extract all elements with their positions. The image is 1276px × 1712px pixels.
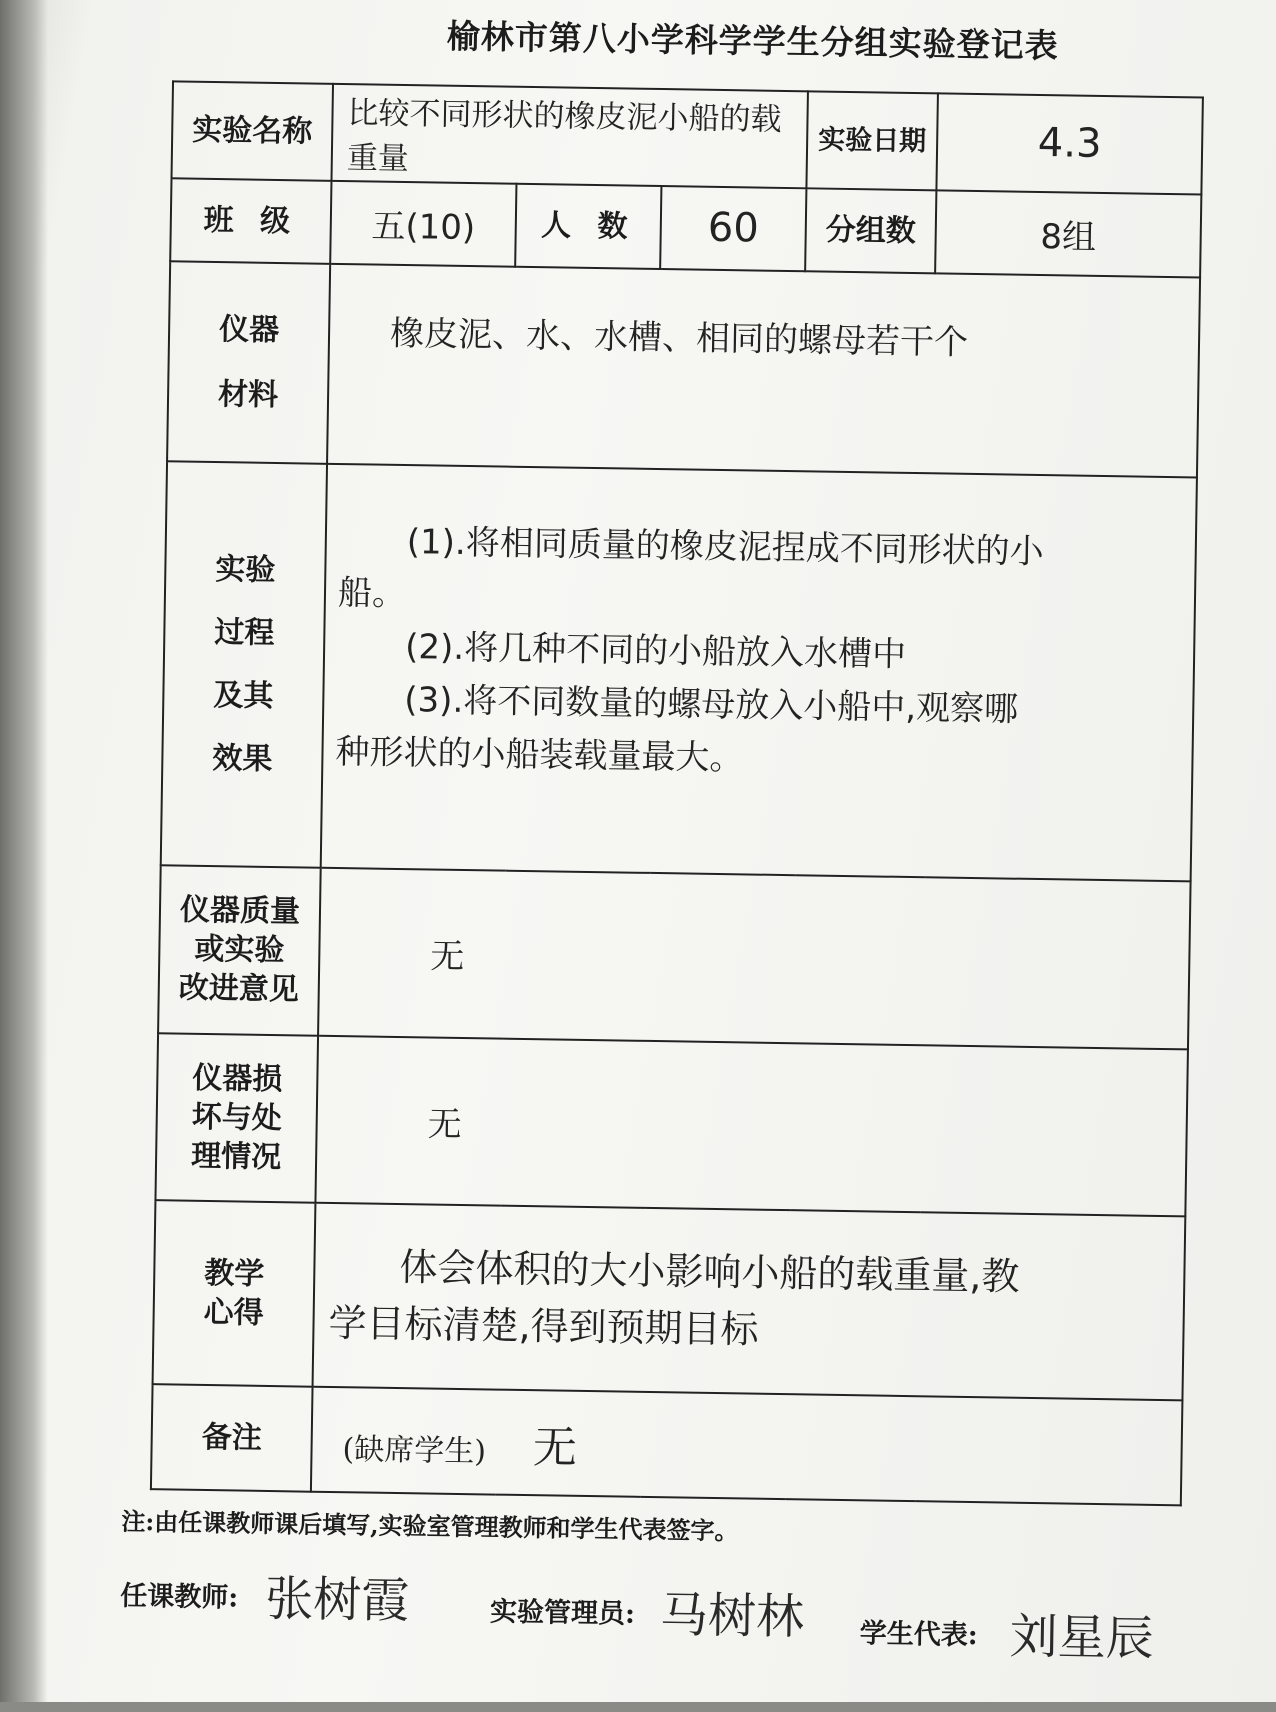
form-note: 注:由任课教师课后填写,实验室管理教师和学生代表签字。 (121, 1506, 739, 1546)
signature-row (119, 1564, 1251, 1692)
teaching-content (313, 1203, 1186, 1400)
teaching-label-line2: 心得 (203, 1295, 264, 1332)
experiment-name-label: 实验名称 (172, 81, 333, 180)
row-damage (155, 1033, 1188, 1217)
teaching-line-2: 学目标清楚,得到预期目标 (328, 1301, 759, 1352)
admin-signature: 马树林 (659, 1587, 805, 1646)
count-value: 60 (660, 186, 806, 272)
process-content (321, 464, 1197, 882)
materials-label (167, 262, 330, 464)
row-class-info (170, 178, 1201, 278)
process-step-3: (3).将不同数量的螺母放入小船中,观察哪 (404, 679, 1019, 730)
teacher-label: 任课教师: (119, 1580, 239, 1614)
process-label-line2: 过程 (214, 614, 275, 651)
row-remarks (151, 1384, 1183, 1505)
groups-value: 8组 (935, 190, 1201, 278)
experiment-name-value: 比较不同形状的橡皮泥小船的载重量 (331, 84, 807, 188)
process-step-1: (1).将相同质量的橡皮泥捏成不同形状的小 (406, 521, 1045, 572)
damage-label (155, 1033, 318, 1203)
process-step-2: (2).将几种不同的小船放入水槽中 (404, 627, 907, 676)
class-label: 班 级 (170, 178, 331, 264)
quality-label-line2: 或实验 (194, 931, 285, 969)
row-experiment-name (172, 81, 1203, 194)
process-step-1-continued: 船。 (337, 573, 407, 615)
teaching-line-1: 体会体积的大小影响小船的载重量,教 (399, 1245, 1020, 1299)
class-value: 五(10) (330, 180, 516, 267)
groups-label: 分组数 (805, 188, 936, 274)
process-label-line3: 及其 (213, 677, 274, 714)
materials-value: 橡皮泥、水、水槽、相同的螺母若干个 (327, 264, 1200, 477)
registration-sheet (27, 0, 1276, 1712)
experiment-form-table (150, 80, 1204, 1506)
quality-value: 无 (318, 867, 1191, 1049)
damage-label-line2: 坏与处 (191, 1099, 283, 1137)
damage-label-line3: 理情况 (190, 1138, 282, 1176)
process-step-3-continued: 种形状的小船装载量最大。 (335, 731, 744, 778)
teaching-label-line1: 教学 (204, 1256, 265, 1293)
process-label (161, 461, 327, 867)
admin-label: 实验管理员: (489, 1596, 636, 1630)
row-teaching (153, 1201, 1186, 1401)
quality-label (158, 865, 321, 1035)
teaching-label (153, 1201, 316, 1387)
remarks-prefix: (缺席学生) (342, 1431, 487, 1469)
remarks-content (311, 1387, 1183, 1506)
remarks-label: 备注 (151, 1384, 313, 1491)
row-process (161, 461, 1197, 881)
process-label-line4: 效果 (212, 740, 273, 777)
date-value: 4.3 (936, 93, 1202, 194)
teacher-signature: 张树霞 (264, 1570, 410, 1630)
materials-label-line1: 仪器 (218, 312, 280, 349)
materials-label-line2: 材料 (217, 377, 279, 414)
row-quality (158, 865, 1191, 1049)
remarks-value: 无 (532, 1421, 578, 1474)
quality-label-line1: 仪器质量 (179, 892, 301, 930)
row-materials (167, 262, 1200, 477)
quality-label-line3: 改进意见 (178, 970, 300, 1008)
count-label: 人 数 (515, 183, 661, 269)
student-rep-label: 学生代表: (859, 1618, 978, 1652)
date-label: 实验日期 (806, 91, 937, 190)
process-label-line1: 实验 (215, 551, 276, 588)
student-rep-signature: 刘星辰 (1009, 1608, 1155, 1667)
damage-value: 无 (315, 1035, 1188, 1217)
form-title: 榆林市第八小学科学学生分组实验登记表 (446, 16, 1060, 66)
damage-label-line1: 仪器损 (192, 1060, 283, 1098)
